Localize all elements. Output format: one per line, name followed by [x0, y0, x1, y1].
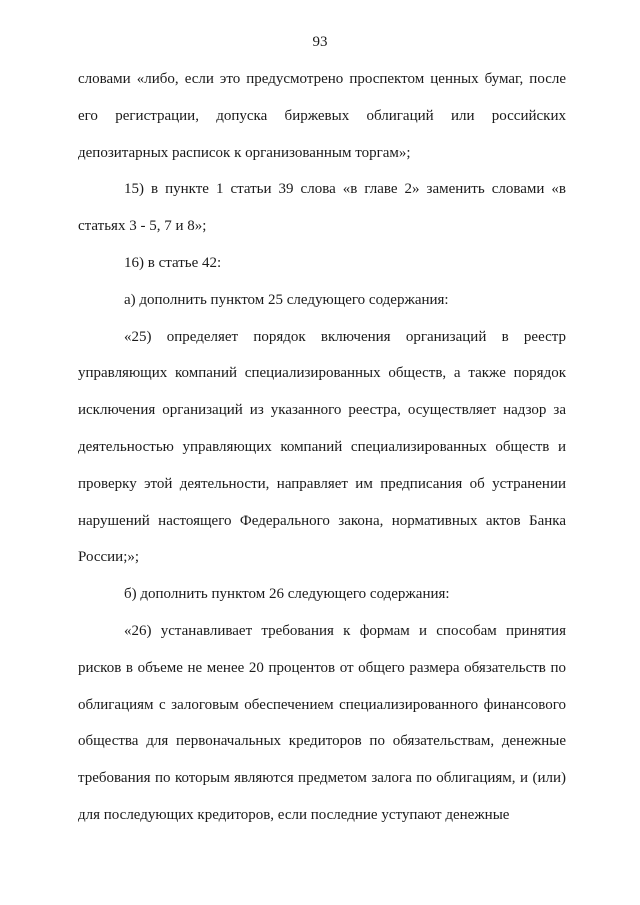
document-body: [78, 61, 566, 834]
page-number: 93: [312, 34, 328, 50]
paragraph-subitem-b: б) дополнить пунктом 26 следующего содержания:: [124, 586, 450, 603]
paragraph-item-15: 15) в пункте 1 статьи 39 слова «в главе 2» заменить словами «в статьях 3 - 5, 7 и 8»;: [78, 181, 566, 235]
paragraph-item-16: 16) в статье 42:: [124, 254, 222, 271]
paragraph-subitem-a: а) дополнить пунктом 25 следующего содержания:: [124, 291, 449, 308]
paragraph-quote-25: «25) определяет порядок включения организаций в реестр управляющих компаний специализированных обществ, а также порядок исключения организаций из указанного реестра, осуществляет надзор за деятельностью управляющих компаний специализированных обществ и проверку этой деятельности, направляет им предписания об устранении нарушений настоящего Федерального закона, нормативных актов Банка России;»;: [78, 328, 566, 566]
paragraph-continuation: словами «либо, если это предусмотрено проспектом ценных бумаг, после его регистрации, допуска биржевых облигаций или российских депозитарных расписок к организованным торгам»;: [78, 71, 566, 161]
paragraph-quote-26: «26) устанавливает требования к формам и способам принятия рисков в объеме не менее 20 процентов от общего размера обязательств по облигациям с залоговым обеспечением специализированного финансового общества для первоначальных кредиторов по обязательствам, денежные требования по которым являются предметом залога по облигациям, и (или) для последующих кредиторов, если последние уступают денежные: [78, 622, 566, 823]
